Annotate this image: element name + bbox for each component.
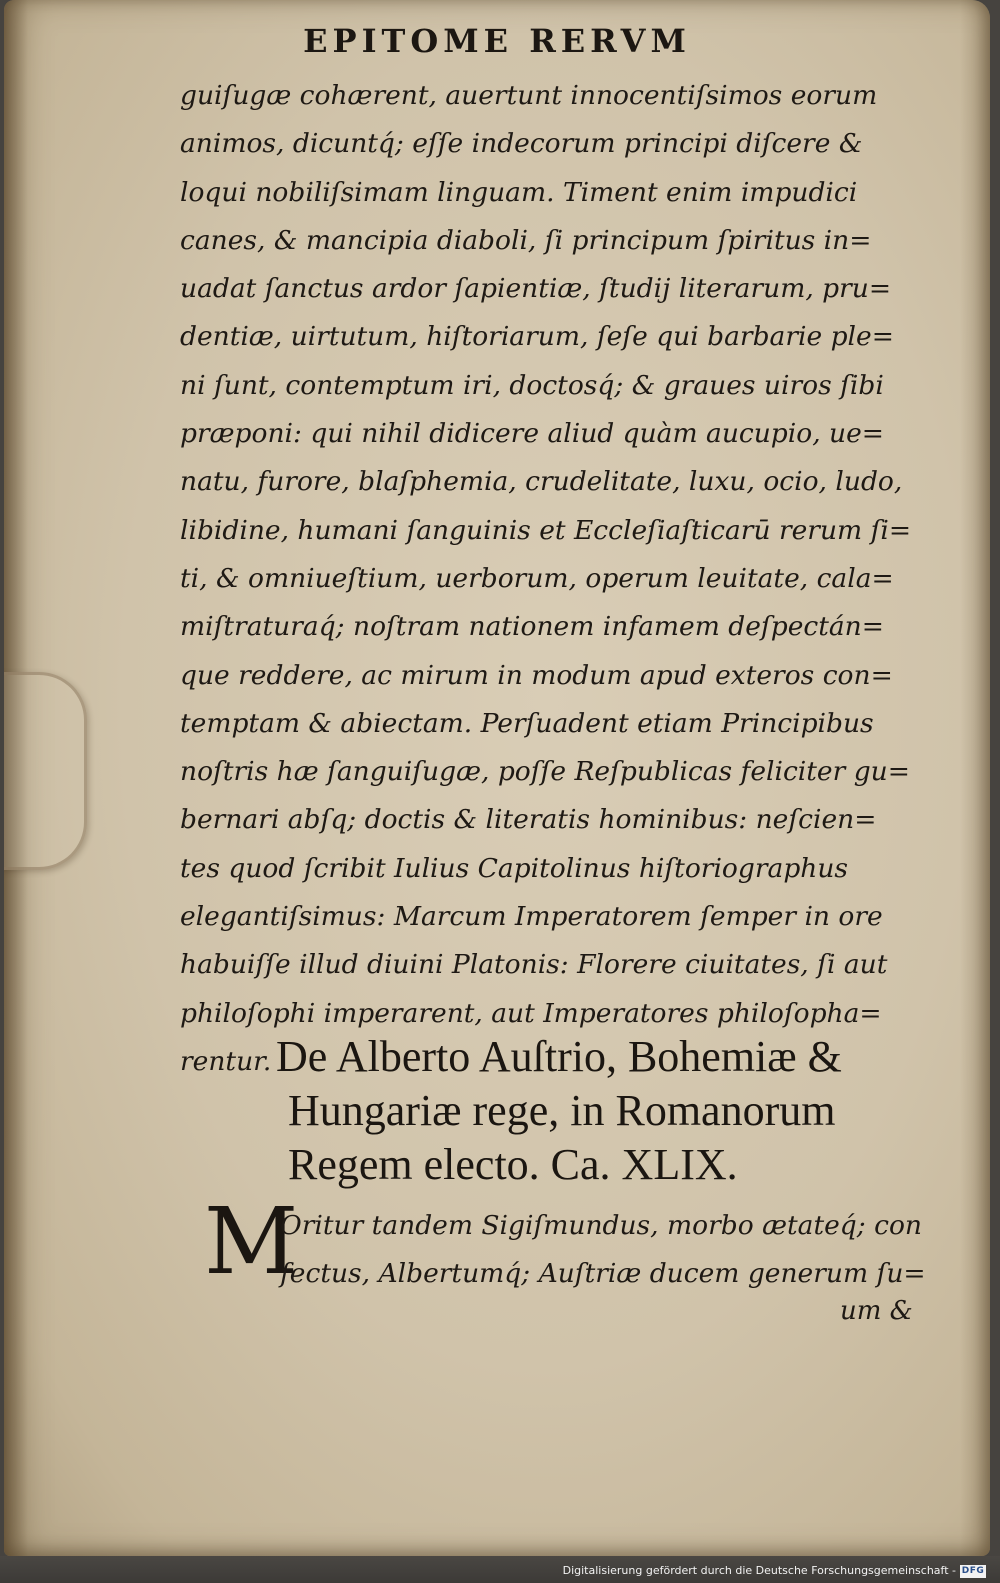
text-line: animos, dicuntq́; eſſe indecorum principi diſcere &: [180, 128, 863, 160]
text-line: loqui nobiliſsimam linguam. Timent enim impudici: [180, 176, 858, 208]
text-line: præponi: qui nihil didicere aliud quàm aucupio, ue=: [180, 418, 884, 450]
text-line: dentiæ, uirtutum, hiſtoriarum, ſeſe qui barbarie ple=: [180, 321, 894, 353]
catchword: um &: [840, 1296, 913, 1326]
book-clasp: [4, 672, 87, 870]
opening-text: [280, 1202, 928, 1298]
digitization-footer: [0, 1556, 1000, 1583]
text-line: libidine, humani ſanguinis et Eccleſiaſticarū rerum ſi=: [180, 514, 912, 546]
heading-line: Hungariæ rege, in Romanorum: [288, 1086, 836, 1135]
funding-credit: Digitalisierung gefördert durch die Deutsche Forschungsgemeinschaft -: [562, 1564, 956, 1577]
running-head: EPITOME RERVM: [303, 22, 691, 60]
drop-cap: M: [204, 1188, 299, 1295]
text-line: canes, & mancipia diaboli, ſi principum ſpiritus in=: [180, 224, 872, 256]
text-line: habuiſſe illud diuini Platonis: Florere ciuitates, ſi aut: [180, 949, 888, 981]
heading-line: Regem electo. Ca. XLIX.: [288, 1140, 738, 1189]
text-line: uadat ſanctus ardor ſapientiæ, ſtudij literarum, pru=: [180, 273, 892, 305]
text-line: miſtraturaq́; noſtram nationem infamem deſpectán=: [180, 611, 884, 643]
heading-line: De Alberto Auſtrio, Bohemiæ &: [276, 1032, 842, 1081]
book-page: [4, 0, 990, 1556]
text-line: tes quod ſcribit Iulius Capitolinus hiſtoriographus: [180, 852, 849, 884]
text-line: Oritur tandem Sigiſmundus, morbo ætateq́; con: [280, 1210, 922, 1241]
text-line: elegantiſsimus: Marcum Imperatorem ſemper in ore: [180, 901, 883, 933]
dfg-logo-icon: DFG: [961, 1566, 985, 1576]
text-line: temptam & abiectam. Perſuadent etiam Principibus: [180, 707, 874, 739]
text-line: guiſugæ cohærent, auertunt innocentiſsimos eorum: [180, 80, 878, 111]
chapter-opening: [204, 1188, 926, 1346]
text-line: natu, furore, blaſphemia, crudelitate, luxu, ocio, ludo,: [180, 466, 903, 498]
text-line: rentur.: [180, 1045, 272, 1077]
chapter-heading: [276, 1030, 916, 1192]
text-line: bernari abſq; doctis & literatis hominibus: neſcien=: [180, 804, 877, 836]
text-line: noſtris hæ ſanguiſugæ, poſſe Reſpublicas feliciter gu=: [180, 756, 910, 788]
text-line: fectus, Albertumq́; Auſtriæ ducem generum ſu=: [280, 1258, 926, 1289]
text-line: philoſophi imperarent, aut Imperatores philoſopha=: [180, 997, 882, 1029]
text-line: ti, & omniueſtium, uerborum, operum leuitate, cala=: [180, 562, 894, 594]
text-line: ni ſunt, contemptum iri, doctosq́; & graues uiros ſibi: [180, 369, 884, 401]
body-text: [180, 72, 920, 1086]
text-line: que reddere, ac mirum in modum apud exteros con=: [180, 659, 893, 691]
